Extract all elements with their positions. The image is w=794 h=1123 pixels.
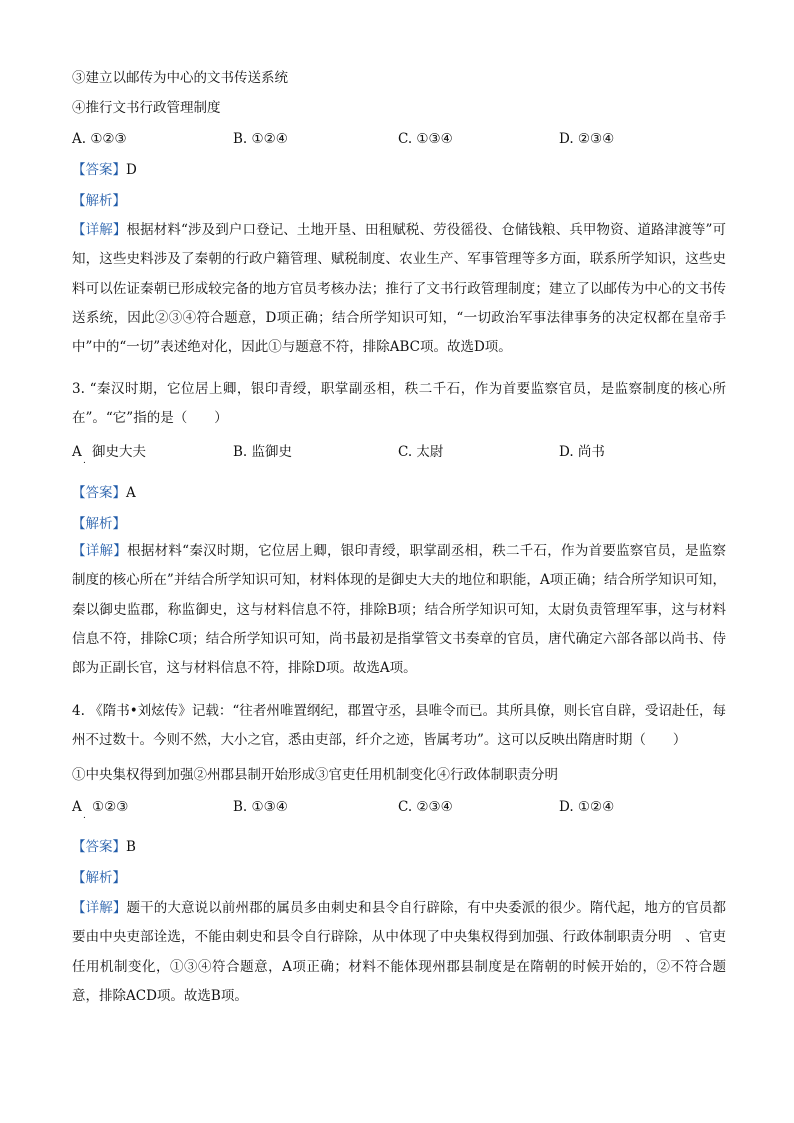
q3-stem: 3. “秦汉时期，它位居上卿，银印青绶，职掌副丞相，秩二千石，作为首要监察官员，是监察制度的核心所在”。“它”指的是（ ）	[72, 381, 726, 427]
q4-option-c: C. ②③④	[398, 799, 453, 815]
q2-options	[72, 129, 726, 151]
q4-answer	[72, 837, 136, 857]
choice-line-3: ③建立以邮传为中心的文书传送系统	[72, 70, 288, 86]
answer-tag: 【答案】	[72, 162, 126, 178]
q4-option-a-dot: .	[83, 811, 86, 821]
q3-answer	[72, 483, 136, 503]
detail-text: 根据材料“秦汉时期，它位居上卿，银印青绶，职掌副丞相，秩二千石，作为首要监察官员，是监察制度的核心所在”并结合所学知识可知，材料体现的是御史大夫的地位和职能，A项正确；结合所学知识可知，秦以御史监郡，称监御史，这与材料信息不符，排除B项；结合所学知识可知，太尉负责管理军事，这与材料信息不符，排除C项；结合所学知识可知，尚书最初是指掌管文书奏章的官员，唐代确定六部各部以尚书、侍郎为正副长官，这与材料信息不符，排除D项。故选A项。	[72, 543, 727, 677]
q2-analysis-tag: 【解析】	[72, 193, 126, 209]
q2-option-d: D. ②③④	[559, 131, 615, 147]
q3-option-a-dot: .	[83, 456, 86, 466]
q4-choices: ①中央集权得到加强②州郡县制开始形成③官吏任用机制变化④行政体制职责分明	[72, 767, 558, 783]
q3-option-b: B. 监御史	[233, 444, 293, 460]
q3-option-a: 御史大夫	[92, 444, 146, 460]
detail-text: 题干的大意说以前州郡的属员多由刺史和县令自行辟除，有中央委派的很少。隋代起，地方的官员都要由中央吏部诠选，不能由刺史和县令自行辟除，从中体现了中央集权得到加强、行政体制职责分明 、官吏任用机制变化，①③④符合题意，A项正确；材料不能体现州郡县制度是在隋朝的时候开始的，②不符合题意，排除ACD项。故选B项。	[72, 900, 727, 1004]
q4-option-a: ①②③	[92, 799, 129, 815]
q3-analysis-tag: 【解析】	[72, 516, 126, 532]
detail-tag: 【详解】	[72, 900, 127, 916]
answer-value: A	[126, 485, 136, 501]
answer-value: B	[126, 839, 136, 855]
q4-stem: 4. 《隋书•刘炫传》记载：“往者州唯置纲纪，郡置守丞，县唯令而已。其所具僚，则长官自辟，受诏赴任，每州不过数十。今则不然，大小之官，悉由吏部，纤介之迹，皆属考功”。这可以反映出隋唐时期（ ）	[72, 703, 726, 749]
q4-option-a-letter: A	[72, 799, 82, 815]
q3-option-c: C. 太尉	[398, 444, 444, 460]
detail-tag: 【详解】	[72, 543, 128, 559]
answer-value: D	[126, 162, 137, 178]
q3-option-d: D. 尚书	[559, 444, 605, 460]
q2-detail	[72, 216, 726, 366]
q4-option-d: D. ①②④	[559, 799, 615, 815]
q3-detail	[72, 537, 726, 689]
detail-tag: 【详解】	[72, 222, 127, 238]
answer-tag: 【答案】	[72, 485, 126, 501]
q4-options	[72, 797, 726, 819]
q2-option-a: A. ①②③	[72, 131, 127, 147]
choice-line-4: ④推行文书行政管理制度	[72, 100, 221, 116]
answer-tag: 【答案】	[72, 839, 126, 855]
detail-text: 根据材料“涉及到户口登记、土地开垦、田租赋税、劳役徭役、仓储钱粮、兵甲物资、道路津渡等”可知，这些史料涉及了秦朝的行政户籍管理、赋税制度、农业生产、军事管理等多方面，联系所学知识，这些史料可以佐证秦朝已形成较完备的地方官员考核办法；推行了文书行政管理制度；建立了以邮传为中心的文书传送系统，因此②③④符合题意，D项正确；结合所学知识可知，“一切政治军事法律事务的决定权都在皇帝手中”中的“一切”表述绝对化，因此①与题意不符，排除ABC项。故选D项。	[72, 222, 726, 356]
q2-answer	[72, 160, 137, 180]
q4-analysis-tag: 【解析】	[72, 870, 126, 886]
q4-detail	[72, 894, 726, 1018]
q3-option-a-letter: A	[72, 444, 82, 460]
q2-option-c: C. ①③④	[398, 131, 453, 147]
q2-option-b: B. ①②④	[233, 131, 288, 147]
q3-options	[72, 442, 726, 464]
q4-option-b: B. ①③④	[233, 799, 288, 815]
